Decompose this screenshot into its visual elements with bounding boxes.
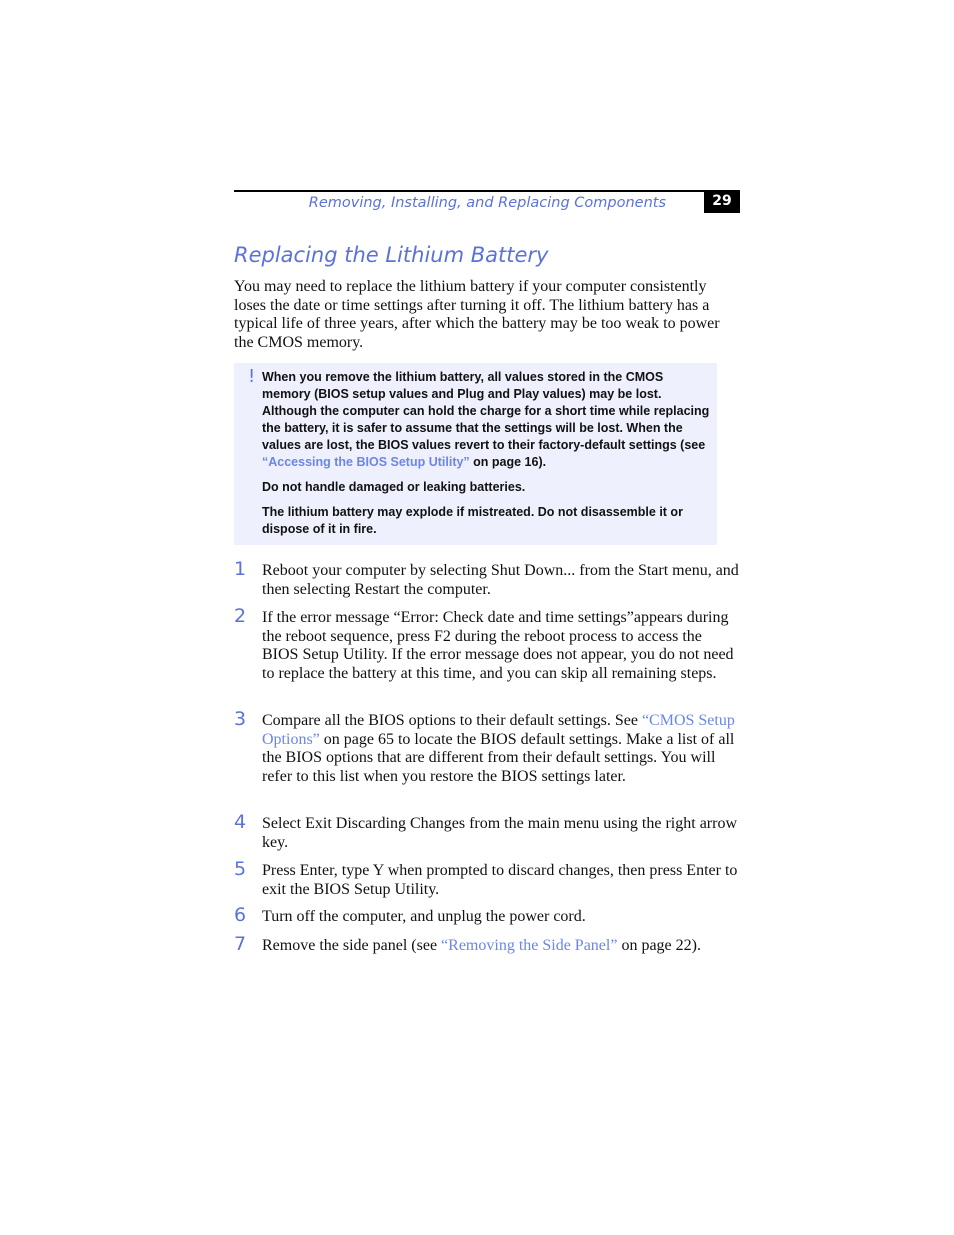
intro-paragraph: You may need to replace the lithium battery if your computer consistently loses the date or time settings after turning it off. The lithium battery has a typical life of three years, after which the battery may be too weak to power the CMOS memory. <box>234 278 720 352</box>
step-text: Press Enter, type Y when prompted to discard changes, then press Enter to exit the BIOS Setup Utility. <box>262 862 738 898</box>
exclamation-icon: ! <box>248 366 256 387</box>
step-number: 2 <box>234 605 247 627</box>
step-text: Turn off the computer, and unplug the power cord. <box>262 908 586 925</box>
removing-side-panel-link[interactable]: “Removing the Side Panel” <box>441 937 618 954</box>
step-text: Reboot your computer by selecting Shut Down... from the Start menu, and then selecting Restart the computer. <box>262 562 739 598</box>
caution-damaged-batteries: Do not handle damaged or leaking batteries. <box>262 480 526 494</box>
step-text-start: Compare all the BIOS options to their default settings. See <box>262 712 642 729</box>
header-rule <box>234 190 740 192</box>
step-number: 4 <box>234 811 247 833</box>
page-number-badge: 29 <box>704 190 740 213</box>
step-text-start: Remove the side panel (see <box>262 937 442 954</box>
caution-note <box>234 363 717 545</box>
step-number: 3 <box>234 708 247 730</box>
step-number: 6 <box>234 904 247 926</box>
running-header: Removing, Installing, and Replacing Components <box>308 195 666 211</box>
accessing-bios-link[interactable]: “Accessing the BIOS Setup Utility” <box>262 455 470 469</box>
step-text-end: on page 65 to locate the BIOS default settings. Make a list of all the BIOS options that are different from their default settings. You will refer to this list when you restore the BIOS settings later. <box>262 730 735 786</box>
cmos-setup-options-link[interactable]: “CMOS Setup Options” <box>262 712 735 748</box>
caution-paragraph <box>262 369 712 471</box>
caution-text-end: on page 16). <box>469 455 547 469</box>
step-number: 1 <box>234 558 247 580</box>
step-number: 5 <box>234 858 247 880</box>
step-text <box>262 712 740 787</box>
step-number: 7 <box>234 933 247 955</box>
section-title: Replacing the Lithium Battery <box>234 243 549 267</box>
step-text: Select Exit Discarding Changes from the main menu using the right arrow key. <box>262 815 737 851</box>
caution-text: When you remove the lithium battery, all values stored in the CMOS memory (BIOS setup values and Plug and Play values) may be lost. Although the computer can hold the charge for a short time while replacing the battery, it is safer to assume that the settings will be lost. When the values are lost, the BIOS values revert to their factory-default settings (see <box>262 370 710 452</box>
step-text <box>262 937 740 956</box>
step-text-end: on page 22). <box>617 937 701 954</box>
caution-explode-warning: The lithium battery may explode if mistreated. Do not disassemble it or dispose of it in fire. <box>262 505 683 536</box>
step-text: If the error message “Error: Check date and time settings”appears during the reboot sequence, press F2 during the reboot process to access the BIOS Setup Utility. If the error message does not appear, you do not need to replace the battery at this time, and you can skip all remaining steps. <box>262 609 734 683</box>
